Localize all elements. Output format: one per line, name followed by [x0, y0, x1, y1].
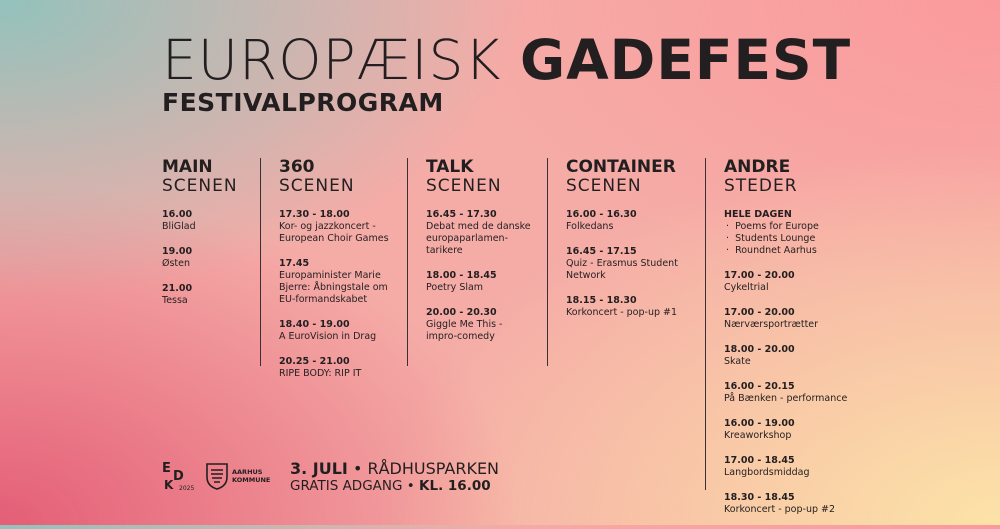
event-desc: BliGlad — [162, 221, 196, 232]
column-heading: 360 — [279, 157, 315, 177]
column-divider — [260, 158, 261, 366]
event-desc: Folkedans — [566, 221, 614, 232]
event-desc: Nærværsportrætter — [724, 319, 819, 330]
admission-info: GRATIS ADGANG • KL. 16.00 — [290, 478, 491, 494]
event-time: HELE DAGEN — [724, 209, 792, 220]
event-time: 16.45 - 17.30 — [426, 209, 497, 220]
event-desc: Europaminister Marie Bjerre: Åbningstale om EU-formandskabet — [279, 270, 388, 305]
list-item-label: Roundnet Aarhus — [735, 245, 817, 256]
event-desc: Giggle Me This - impro-comedy — [426, 319, 503, 342]
event-time: 18.00 - 18.45 — [426, 270, 497, 281]
event-desc: På Bænken - performance — [724, 393, 848, 404]
column-heading: CONTAINER — [566, 157, 676, 177]
event-time: 17.00 - 20.00 — [724, 270, 795, 281]
admission-text: GRATIS ADGANG — [290, 478, 403, 494]
event-venue: RÅDHUSPARKEN — [367, 459, 500, 478]
event-item — [162, 246, 252, 270]
page-subtitle: FESTIVALPROGRAM — [162, 88, 444, 117]
event-time: 16.00 - 19.00 — [724, 418, 795, 429]
aarhus-kommune-text — [232, 468, 270, 484]
event-time: 21.00 — [162, 283, 193, 294]
event-item — [279, 258, 399, 306]
logo-line: AARHUS — [232, 468, 263, 476]
event-time: 17.30 - 18.00 — [279, 209, 350, 220]
event-item — [724, 381, 894, 405]
start-time: KL. 16.00 — [419, 478, 491, 494]
event-desc: RIPE BODY: RIP IT — [279, 368, 362, 379]
column-heading: MAIN — [162, 157, 213, 177]
event-item — [724, 344, 894, 368]
column-main-scenen — [162, 158, 252, 320]
event-desc: Østen — [162, 258, 191, 269]
event-item — [279, 209, 399, 245]
event-time: 16.45 - 17.15 — [566, 246, 637, 257]
event-desc: A EuroVision in Drag — [279, 331, 377, 342]
event-time: 17.00 - 18.45 — [724, 455, 795, 466]
page-title — [162, 28, 851, 92]
event-date-venue: 3. JULI • RÅDHUSPARKEN — [290, 459, 500, 478]
event-item — [724, 270, 894, 294]
column-container-scenen — [566, 158, 696, 332]
event-item — [162, 283, 252, 307]
event-time: 18.30 - 18.45 — [724, 492, 795, 503]
event-item — [566, 209, 696, 233]
coat-of-arms-icon — [206, 462, 228, 490]
column-divider — [705, 158, 706, 490]
column-subheading: SCENEN — [162, 176, 238, 196]
allday-block — [724, 209, 894, 257]
event-item — [566, 295, 696, 319]
aarhus-kommune-logo — [206, 462, 270, 490]
svg-text:D: D — [173, 469, 184, 484]
event-desc: Cykeltrial — [724, 282, 769, 293]
event-time: 16.00 - 20.15 — [724, 381, 795, 392]
event-item — [426, 209, 541, 257]
event-item — [724, 492, 894, 516]
edk25-logo-icon — [160, 458, 194, 494]
event-desc: Tessa — [162, 295, 188, 306]
column-360-scenen — [279, 158, 399, 393]
event-date: 3. JULI — [290, 459, 348, 478]
event-item — [566, 246, 696, 282]
event-item — [426, 307, 541, 343]
event-item — [724, 418, 894, 442]
event-desc: Korkoncert - pop-up #2 — [724, 504, 836, 515]
event-desc: Debat med de danske europaparlamen- tarikere — [426, 221, 531, 256]
event-desc: Kor- og jazzkoncert - European Choir Games — [279, 221, 389, 244]
event-item — [279, 356, 399, 380]
list-item: · Students Lounge — [726, 233, 816, 244]
event-time: 20.00 - 20.30 — [426, 307, 497, 318]
title-bold: GADEFEST — [519, 28, 852, 92]
event-desc: Quiz - Erasmus Student Network — [566, 258, 678, 281]
column-andre-steder — [724, 158, 894, 529]
column-divider — [547, 158, 548, 366]
column-subheading: SCENEN — [566, 176, 642, 196]
event-desc: Korkoncert - pop-up #1 — [566, 307, 678, 318]
logo-line: KOMMUNE — [232, 476, 271, 484]
event-time: 17.00 - 20.00 — [724, 307, 795, 318]
event-time: 18.40 - 19.00 — [279, 319, 350, 330]
column-heading: TALK — [426, 157, 474, 177]
column-subheading: STEDER — [724, 176, 798, 196]
logo-group — [160, 458, 270, 494]
svg-text:K: K — [164, 478, 174, 492]
column-heading: ANDRE — [724, 157, 791, 177]
svg-text:E: E — [162, 461, 171, 476]
event-time: 18.15 - 18.30 — [566, 295, 637, 306]
list-item-label: Poems for Europe — [735, 221, 819, 232]
event-item — [724, 307, 894, 331]
event-desc: Kreaworkshop — [724, 430, 792, 441]
column-subheading: SCENEN — [279, 176, 355, 196]
event-time: 20.25 - 21.00 — [279, 356, 350, 367]
event-time: 18.00 - 20.00 — [724, 344, 795, 355]
svg-text:2025: 2025 — [179, 485, 194, 492]
column-divider — [407, 158, 408, 366]
column-subheading: SCENEN — [426, 176, 502, 196]
event-desc: Poetry Slam — [426, 282, 484, 293]
column-talk-scenen — [426, 158, 541, 356]
event-time: 19.00 — [162, 246, 193, 257]
list-item: · Poems for Europe — [726, 221, 819, 232]
list-item-label: Students Lounge — [735, 233, 816, 244]
event-desc: Langbordsmiddag — [724, 467, 810, 478]
title-light: EUROPÆISK — [162, 28, 502, 92]
event-time: 16.00 — [162, 209, 193, 220]
event-time: 16.00 - 16.30 — [566, 209, 637, 220]
event-desc: Skate — [724, 356, 751, 367]
event-item — [279, 319, 399, 343]
event-item — [426, 270, 541, 294]
event-item — [162, 209, 252, 233]
event-time: 17.45 — [279, 258, 310, 269]
event-item — [724, 455, 894, 479]
list-item: · Roundnet Aarhus — [726, 245, 817, 256]
